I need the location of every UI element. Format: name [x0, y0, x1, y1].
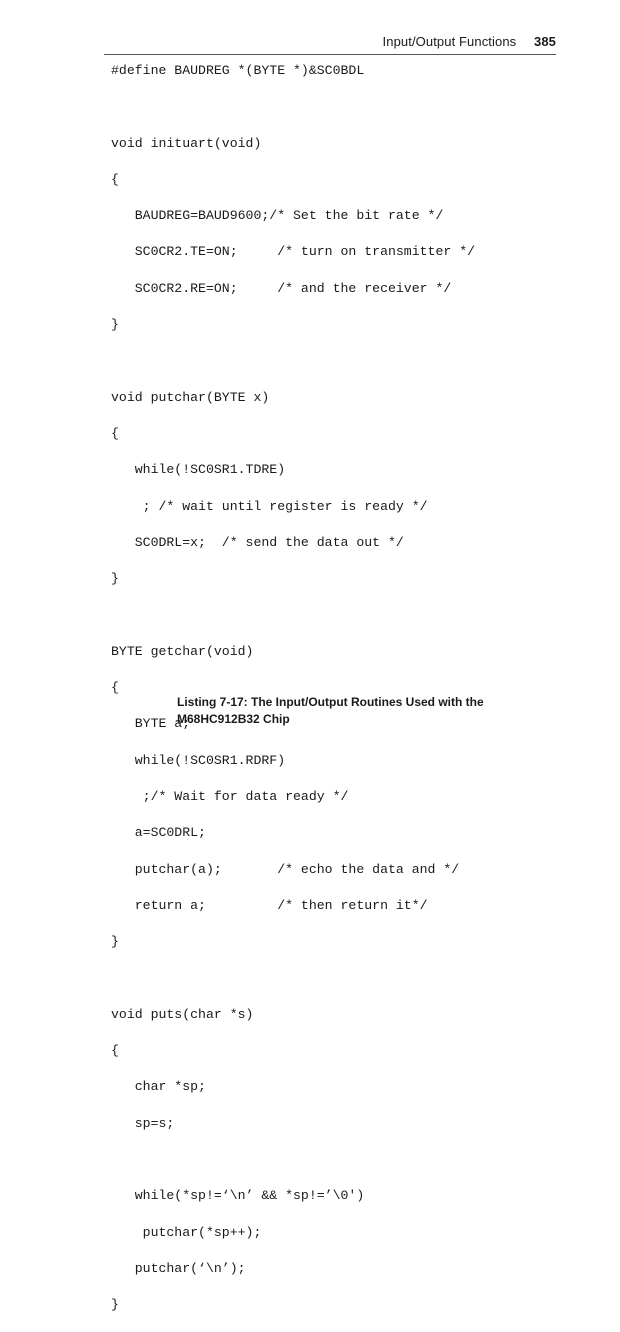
running-header: [0, 34, 556, 49]
code-line: {: [111, 1043, 119, 1059]
code-line: {: [111, 425, 119, 441]
code-line: while(*sp!=‘\n’ && *sp!=’\0'): [111, 1188, 365, 1204]
code-line: ;/* Wait for data ready */: [111, 788, 349, 804]
page-number: 385: [534, 34, 556, 49]
code-line: SC0DRL=x; /* send the data out */: [111, 534, 404, 550]
code-line: while(!SC0SR1.TDRE): [111, 462, 286, 478]
code-line: }: [111, 934, 119, 950]
code-line: char *sp;: [111, 1079, 206, 1095]
code-line: return a; /* then return it*/: [111, 897, 428, 913]
code-line: BYTE getchar(void): [111, 643, 254, 659]
code-line: void inituart(void): [111, 135, 262, 151]
code-line: BYTE a;: [111, 716, 191, 732]
code-line: putchar(*sp++);: [111, 1224, 262, 1240]
code-line: BAUDREG=BAUD9600;/* Set the bit rate */: [111, 208, 444, 224]
code-line: void putchar(BYTE x): [111, 389, 270, 405]
code-line: putchar(a); /* echo the data and */: [111, 861, 460, 877]
code-line: a=SC0DRL;: [111, 825, 206, 841]
header-rule: [104, 54, 556, 55]
code-line: sp=s;: [111, 1115, 175, 1131]
code-line: [111, 352, 475, 370]
code-line: while(!SC0SR1.RDRF): [111, 752, 286, 768]
caption-line-1: Listing 7-17: The Input/Output Routines Used with the: [177, 695, 484, 709]
code-line: putchar(‘\n’);: [111, 1260, 246, 1276]
code-line: }: [111, 571, 119, 587]
code-line: #define BAUDREG *(BYTE *)&SC0BDL: [111, 63, 365, 78]
code-line: SC0CR2.TE=ON; /* turn on transmitter */: [111, 244, 476, 260]
code-line: ; /* wait until register is ready */: [111, 498, 428, 514]
running-header-title: Input/Output Functions: [382, 34, 517, 49]
code-line: [111, 98, 475, 116]
code-line: }: [111, 317, 119, 333]
code-line: {: [111, 171, 119, 187]
code-line: SC0CR2.RE=ON; /* and the receiver */: [111, 280, 452, 296]
code-line: [111, 606, 475, 624]
code-line: }: [111, 1297, 119, 1313]
listing-caption: [177, 694, 537, 728]
code-line: {: [111, 680, 119, 696]
code-line: void puts(char *s): [111, 1006, 254, 1022]
code-line: [111, 969, 475, 987]
code-line: [111, 1151, 475, 1169]
caption-line-2: M68HC912B32 Chip: [177, 712, 290, 726]
